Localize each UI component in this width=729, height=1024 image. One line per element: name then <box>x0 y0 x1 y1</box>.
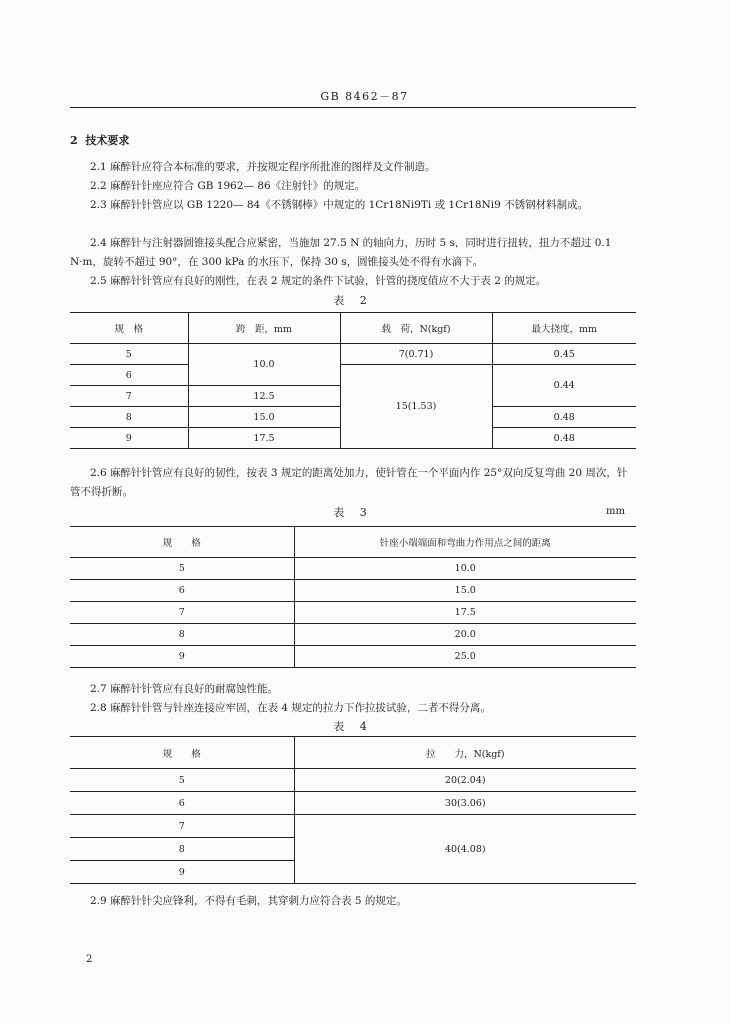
table3-header-distance: 针座小端端面和弯曲力作用点之间的距离 <box>294 527 636 558</box>
table2-span-cell: 12.5 <box>188 386 340 407</box>
table3-distance-cell: 17.5 <box>294 602 636 624</box>
table2-header-load: 载 荷，N(kgf) <box>340 313 492 344</box>
table2-load-cell: 15(1.53) <box>340 365 492 449</box>
table4-header-force: 拉 力，N(kgf) <box>294 737 636 769</box>
table4-spec-8: 8 <box>70 838 294 861</box>
section-heading <box>70 132 129 148</box>
table3-unit: mm <box>606 506 625 517</box>
table2-header-deflection: 最大挠度，mm <box>492 313 636 344</box>
table3-spec-cell: 5 <box>70 558 294 580</box>
table4-spec-9: 9 <box>70 861 294 884</box>
table3-spec-cell: 9 <box>70 646 294 668</box>
table2-deflection-cell: 0.48 <box>492 407 636 428</box>
header-rule <box>70 107 636 108</box>
table2-spec-6: 6 <box>70 365 188 386</box>
clause-2-1: 2.1 麻醉针应符合本标准的要求，并按规定程序所批准的图样及文件制造。 <box>90 161 436 173</box>
table3-spec-cell: 6 <box>70 580 294 602</box>
table4-spec-5: 5 <box>70 769 294 792</box>
table2-deflection-cell: 0.48 <box>492 428 636 449</box>
table4-force-cell: 30(3.06) <box>294 792 636 815</box>
document-header: GB 8462－87 <box>320 90 409 103</box>
table2-spec-5: 5 <box>70 344 188 365</box>
clause-2-5: 2.5 麻醉针针管应有良好的刚性，在表 2 规定的条件下试验，针管的挠度值应不大于表 2 的规定。 <box>90 275 547 287</box>
table2-deflection-cell: 0.45 <box>492 344 636 365</box>
clause-2-9: 2.9 麻醉针针尖应锋利，不得有毛刺，其穿刺力应符合表 5 的规定。 <box>90 895 407 907</box>
section-title: 技术要求 <box>85 134 130 147</box>
table3-distance-cell: 15.0 <box>294 580 636 602</box>
table2-spec-8: 8 <box>70 407 188 428</box>
table3-spec-cell: 7 <box>70 602 294 624</box>
table4-force-cell: 40(4.08) <box>294 815 636 884</box>
table3-distance-cell: 10.0 <box>294 558 636 580</box>
table3-distance-cell: 25.0 <box>294 646 636 668</box>
table2-caption: 表 2 <box>333 294 373 307</box>
clause-2-8: 2.8 麻醉针针管与针座连接应牢固，在表 4 规定的拉力下作拉拔试验，二者不得分离。 <box>90 702 491 714</box>
table4-header-spec: 规 格 <box>70 737 294 769</box>
table2-header-span: 跨 距，mm <box>188 313 340 344</box>
table4-spec-7: 7 <box>70 815 294 838</box>
table-4 <box>70 736 636 884</box>
table4-force-cell: 20(2.04) <box>294 769 636 792</box>
table2-span-cell: 10.0 <box>188 344 340 386</box>
clause-2-2: 2.2 麻醉针针座应符合 GB 1962— 86《注射针》的规定。 <box>90 180 366 192</box>
table-2 <box>70 312 636 449</box>
table3-distance-cell: 20.0 <box>294 624 636 646</box>
table3-header-spec: 规 格 <box>70 527 294 558</box>
table-3 <box>70 526 636 668</box>
clause-2-4: 2.4 麻醉针与注射器圆锥接头配合应紧密，当施加 27.5 N 的轴向力，历时 5 s，同时进行扭转，扭力不超过 0.1 N·m，旋转不超过 90°，在 300 kPa 的水压下，保持 30 s，圆锥接头处不得有水滴下。 <box>70 237 612 268</box>
table3-spec-cell: 8 <box>70 624 294 646</box>
page-number: 2 <box>86 954 93 965</box>
clause-2-7: 2.7 麻醉针针管应有良好的耐腐蚀性能。 <box>90 683 279 695</box>
clause-2-3: 2.3 麻醉针针管应以 GB 1220— 84《不锈钢棒》中规定的 1Cr18Ni9Ti 或 1Cr18Ni9 不锈钢材料制成。 <box>90 199 589 211</box>
table4-spec-6: 6 <box>70 792 294 815</box>
table2-span-cell: 17.5 <box>188 428 340 449</box>
table2-load-cell: 7(0.71) <box>340 344 492 365</box>
table2-header-spec: 规 格 <box>70 313 188 344</box>
clause-2-6: 2.6 麻醉针针管应有良好的韧性，按表 3 规定的距离处加力，使针管在一个平面内作 25°双向反复弯曲 20 周次，针管不得折断。 <box>70 467 628 498</box>
table3-caption: 表 3 <box>333 506 373 519</box>
table2-span-cell: 15.0 <box>188 407 340 428</box>
table4-caption: 表 4 <box>333 720 373 733</box>
section-number: 2 <box>70 134 78 147</box>
table2-spec-7: 7 <box>70 386 188 407</box>
table2-deflection-cell: 0.44 <box>492 365 636 407</box>
table2-spec-9: 9 <box>70 428 188 449</box>
